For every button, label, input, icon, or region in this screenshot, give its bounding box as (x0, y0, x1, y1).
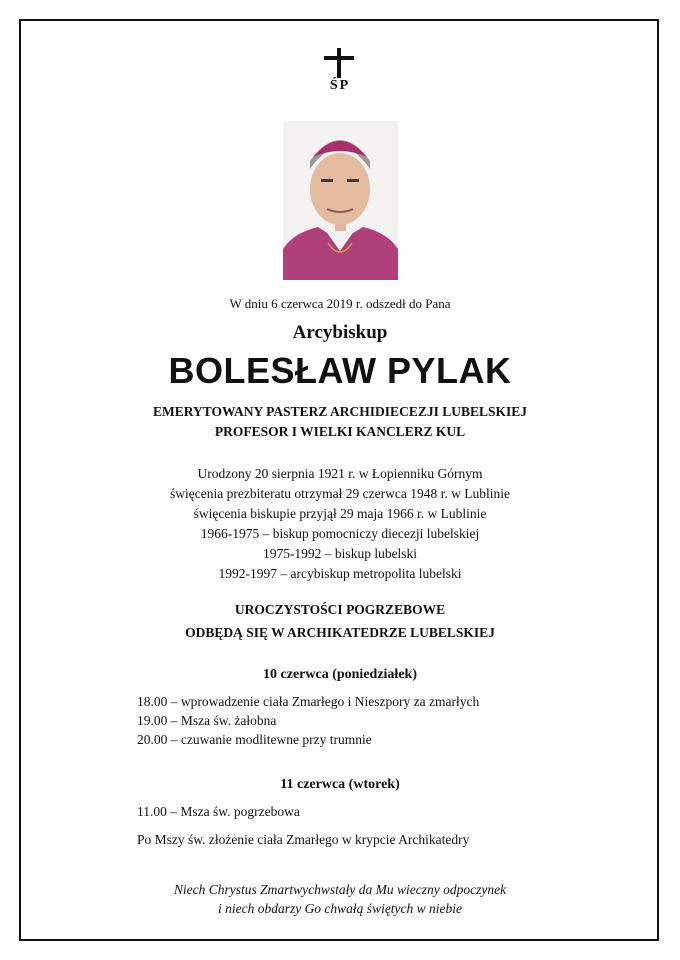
bio-line: Urodzony 20 sierpnia 1921 r. w Łopienniku Górnym (197, 466, 483, 481)
bio-line: 1992-1997 – arcybiskup metropolita lubelski (218, 566, 462, 581)
schedule-item: 11.00 – Msza św. pogrzebowa (137, 804, 300, 819)
ceremony-heading: ODBĘDĄ SIĘ W ARCHIKATEDRZE LUBELSKIEJ (185, 625, 495, 640)
schedule-item: 18.00 – wprowadzenie ciała Zmarłego i Nieszpory za zmarłych (137, 694, 480, 709)
prayer-line: i niech obdarzy Go chwałą świętych w niebie (217, 901, 463, 916)
biography (0, 464, 680, 584)
rank-title: Arcybiskup (292, 322, 388, 343)
intro-text: W dniu 6 czerwca 2019 r. odszedł do Pana (229, 296, 451, 311)
title-line: PROFESOR I WIELKI KANCLERZ KUL (214, 424, 466, 439)
ceremony-heading: UROCZYSTOŚCI POGRZEBOWE (234, 602, 446, 617)
bio-line: 1966-1975 – biskup pomocniczy diecezji lubelskiej (200, 526, 480, 541)
sp-abbreviation: ŚP (329, 78, 351, 93)
schedule-item: 19.00 – Msza św. żałobna (137, 713, 277, 728)
bio-line: 1975-1992 – biskup lubelski (262, 546, 418, 561)
day-heading: 10 czerwca (poniedziałek) (263, 667, 417, 682)
schedule-item: Po Mszy św. złożenie ciała Zmarłego w krypcie Archikatedry (137, 832, 470, 847)
bio-line: święcenia biskupie przyjął 29 maja 1966 r. w Lublinie (193, 506, 487, 521)
closing-prayer (0, 880, 680, 918)
schedule-item: 20.00 – czuwanie modlitewne przy trumnie (137, 732, 372, 747)
cross-icon (322, 48, 356, 82)
day-heading: 11 czerwca (wtorek) (280, 777, 400, 792)
title-line: EMERYTOWANY PASTERZ ARCHIDIECEZJI LUBELSKIEJ (153, 404, 527, 419)
bio-line: święcenia prezbiteratu otrzymał 29 czerwca 1948 r. w Lublinie (170, 486, 510, 501)
deceased-name: BOLESŁAW PYLAK (168, 350, 512, 391)
portrait-photo (283, 121, 398, 280)
prayer-line: Niech Chrystus Zmartwychwstały da Mu wieczny odpoczynek (173, 882, 507, 897)
schedule-list (137, 802, 469, 849)
schedule-list (137, 692, 479, 749)
